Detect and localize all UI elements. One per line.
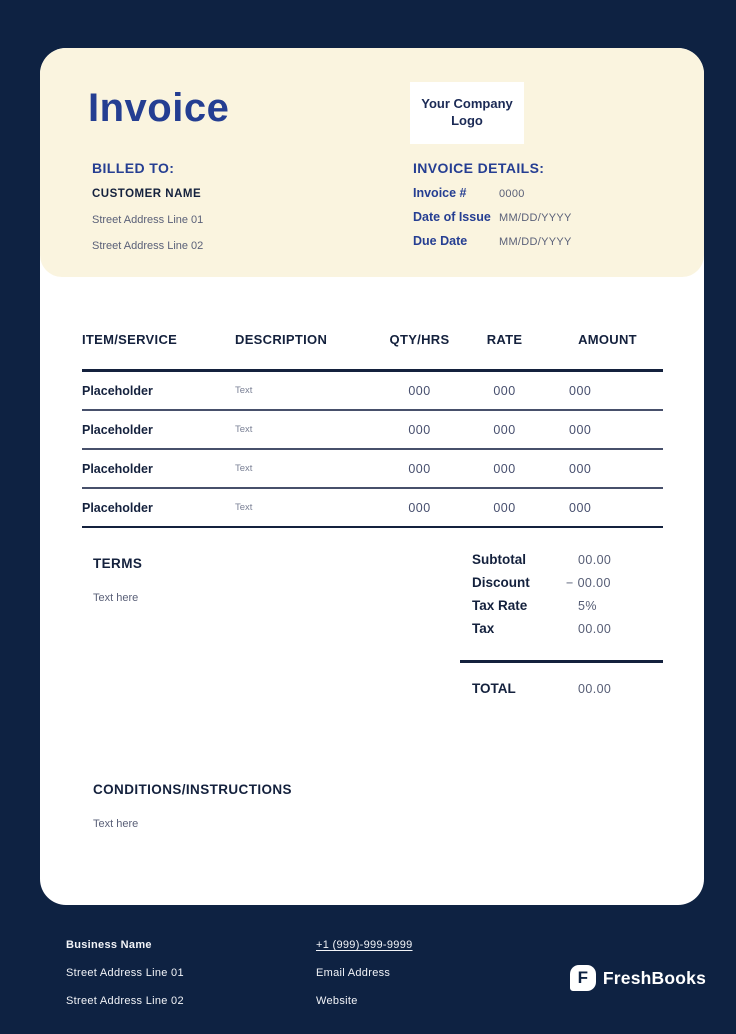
email-address: Email Address [316, 967, 391, 979]
invoice-number-row [413, 186, 572, 200]
billed-to-label: BILLED TO: [92, 160, 175, 176]
qty-cell: 000 [408, 383, 431, 398]
terms-label: TERMS [93, 556, 143, 571]
rate-cell: 000 [493, 422, 516, 437]
rate-cell: 000 [493, 383, 516, 398]
terms-section [93, 556, 142, 604]
totals-section [460, 546, 663, 696]
invoice-details-label: INVOICE DETAILS: [413, 160, 545, 176]
website: Website [316, 995, 358, 1007]
qty-cell: 000 [408, 422, 431, 437]
rate-cell: 000 [493, 500, 516, 515]
table-row [82, 450, 663, 489]
invoice-details-section [413, 160, 572, 248]
subtotal-value: 00.00 [578, 553, 612, 567]
qty-cell: 000 [408, 500, 431, 515]
business-address-line-1: Street Address Line 01 [66, 967, 184, 979]
discount-label: Discount [472, 575, 530, 590]
totals-divider [460, 660, 663, 663]
table-row [82, 489, 663, 528]
column-header-amount: AMOUNT [578, 332, 637, 347]
tax-rate-label: Tax Rate [472, 598, 528, 613]
invoice-table-body [82, 369, 663, 528]
freshbooks-logo [570, 965, 706, 991]
tax-label: Tax [472, 621, 495, 636]
qty-cell: 000 [408, 461, 431, 476]
invoice-number-label: Invoice # [413, 186, 467, 200]
item-cell: Placeholder [82, 422, 153, 437]
customer-name: CUSTOMER NAME [92, 188, 202, 200]
item-cell: Placeholder [82, 500, 153, 515]
rate-cell: 000 [493, 461, 516, 476]
freshbooks-logo-icon: F [570, 965, 596, 991]
customer-address-line-1: Street Address Line 01 [92, 214, 204, 226]
terms-text: Text here [93, 592, 139, 604]
discount-row [460, 575, 663, 598]
item-cell: Placeholder [82, 461, 153, 476]
total-value: 00.00 [578, 682, 612, 696]
table-row [82, 411, 663, 450]
amount-cell: 000 [569, 422, 592, 437]
conditions-section [93, 782, 292, 830]
footer-business-column [66, 931, 184, 1015]
table-header-row [82, 332, 663, 347]
billed-to-section [92, 160, 203, 252]
subtotal-row [460, 552, 663, 575]
total-row [460, 681, 663, 696]
footer-contact-column [316, 931, 413, 1015]
business-address-line-2: Street Address Line 02 [66, 995, 184, 1007]
description-cell: Text [235, 502, 253, 513]
description-cell: Text [235, 385, 253, 396]
column-header-rate: RATE [486, 332, 523, 347]
conditions-text: Text here [93, 818, 139, 830]
date-of-issue-row [413, 210, 572, 224]
table-row [82, 372, 663, 411]
description-cell: Text [235, 424, 253, 435]
due-date-label: Due Date [413, 234, 468, 248]
discount-value: − 00.00 [566, 576, 611, 590]
page-footer [0, 905, 736, 1034]
item-cell: Placeholder [82, 383, 153, 398]
amount-cell: 000 [569, 461, 592, 476]
column-header-item-service: ITEM/SERVICE [82, 332, 178, 347]
amount-cell: 000 [569, 383, 592, 398]
line-items-table [82, 332, 663, 528]
subtotal-label: Subtotal [472, 552, 526, 567]
due-date-value: MM/DD/YYYY [499, 236, 572, 248]
column-header-qty-hrs: QTY/HRS [389, 332, 450, 347]
amount-cell: 000 [569, 500, 592, 515]
customer-address-line-2: Street Address Line 02 [92, 240, 204, 252]
page-title: Invoice [88, 86, 230, 130]
description-cell: Text [235, 463, 253, 474]
total-label: TOTAL [472, 681, 516, 696]
company-logo-placeholder [410, 82, 524, 144]
company-logo-text: Your Company Logo [421, 96, 513, 128]
date-of-issue-label: Date of Issue [413, 210, 491, 224]
phone-link[interactable]: +1 (999)-999-9999 [316, 939, 413, 951]
invoice-card [40, 48, 704, 905]
tax-rate-row [460, 598, 663, 621]
due-date-row [413, 234, 572, 248]
tax-row [460, 621, 663, 644]
date-of-issue-value: MM/DD/YYYY [499, 212, 572, 224]
tax-value: 00.00 [578, 622, 612, 636]
conditions-label: CONDITIONS/INSTRUCTIONS [93, 782, 292, 797]
column-header-description: DESCRIPTION [235, 332, 328, 347]
invoice-number-value: 0000 [499, 188, 525, 200]
business-name: Business Name [66, 939, 152, 951]
tax-rate-value: 5% [578, 599, 597, 613]
freshbooks-wordmark: FreshBooks [602, 967, 706, 988]
invoice-header [40, 48, 704, 277]
